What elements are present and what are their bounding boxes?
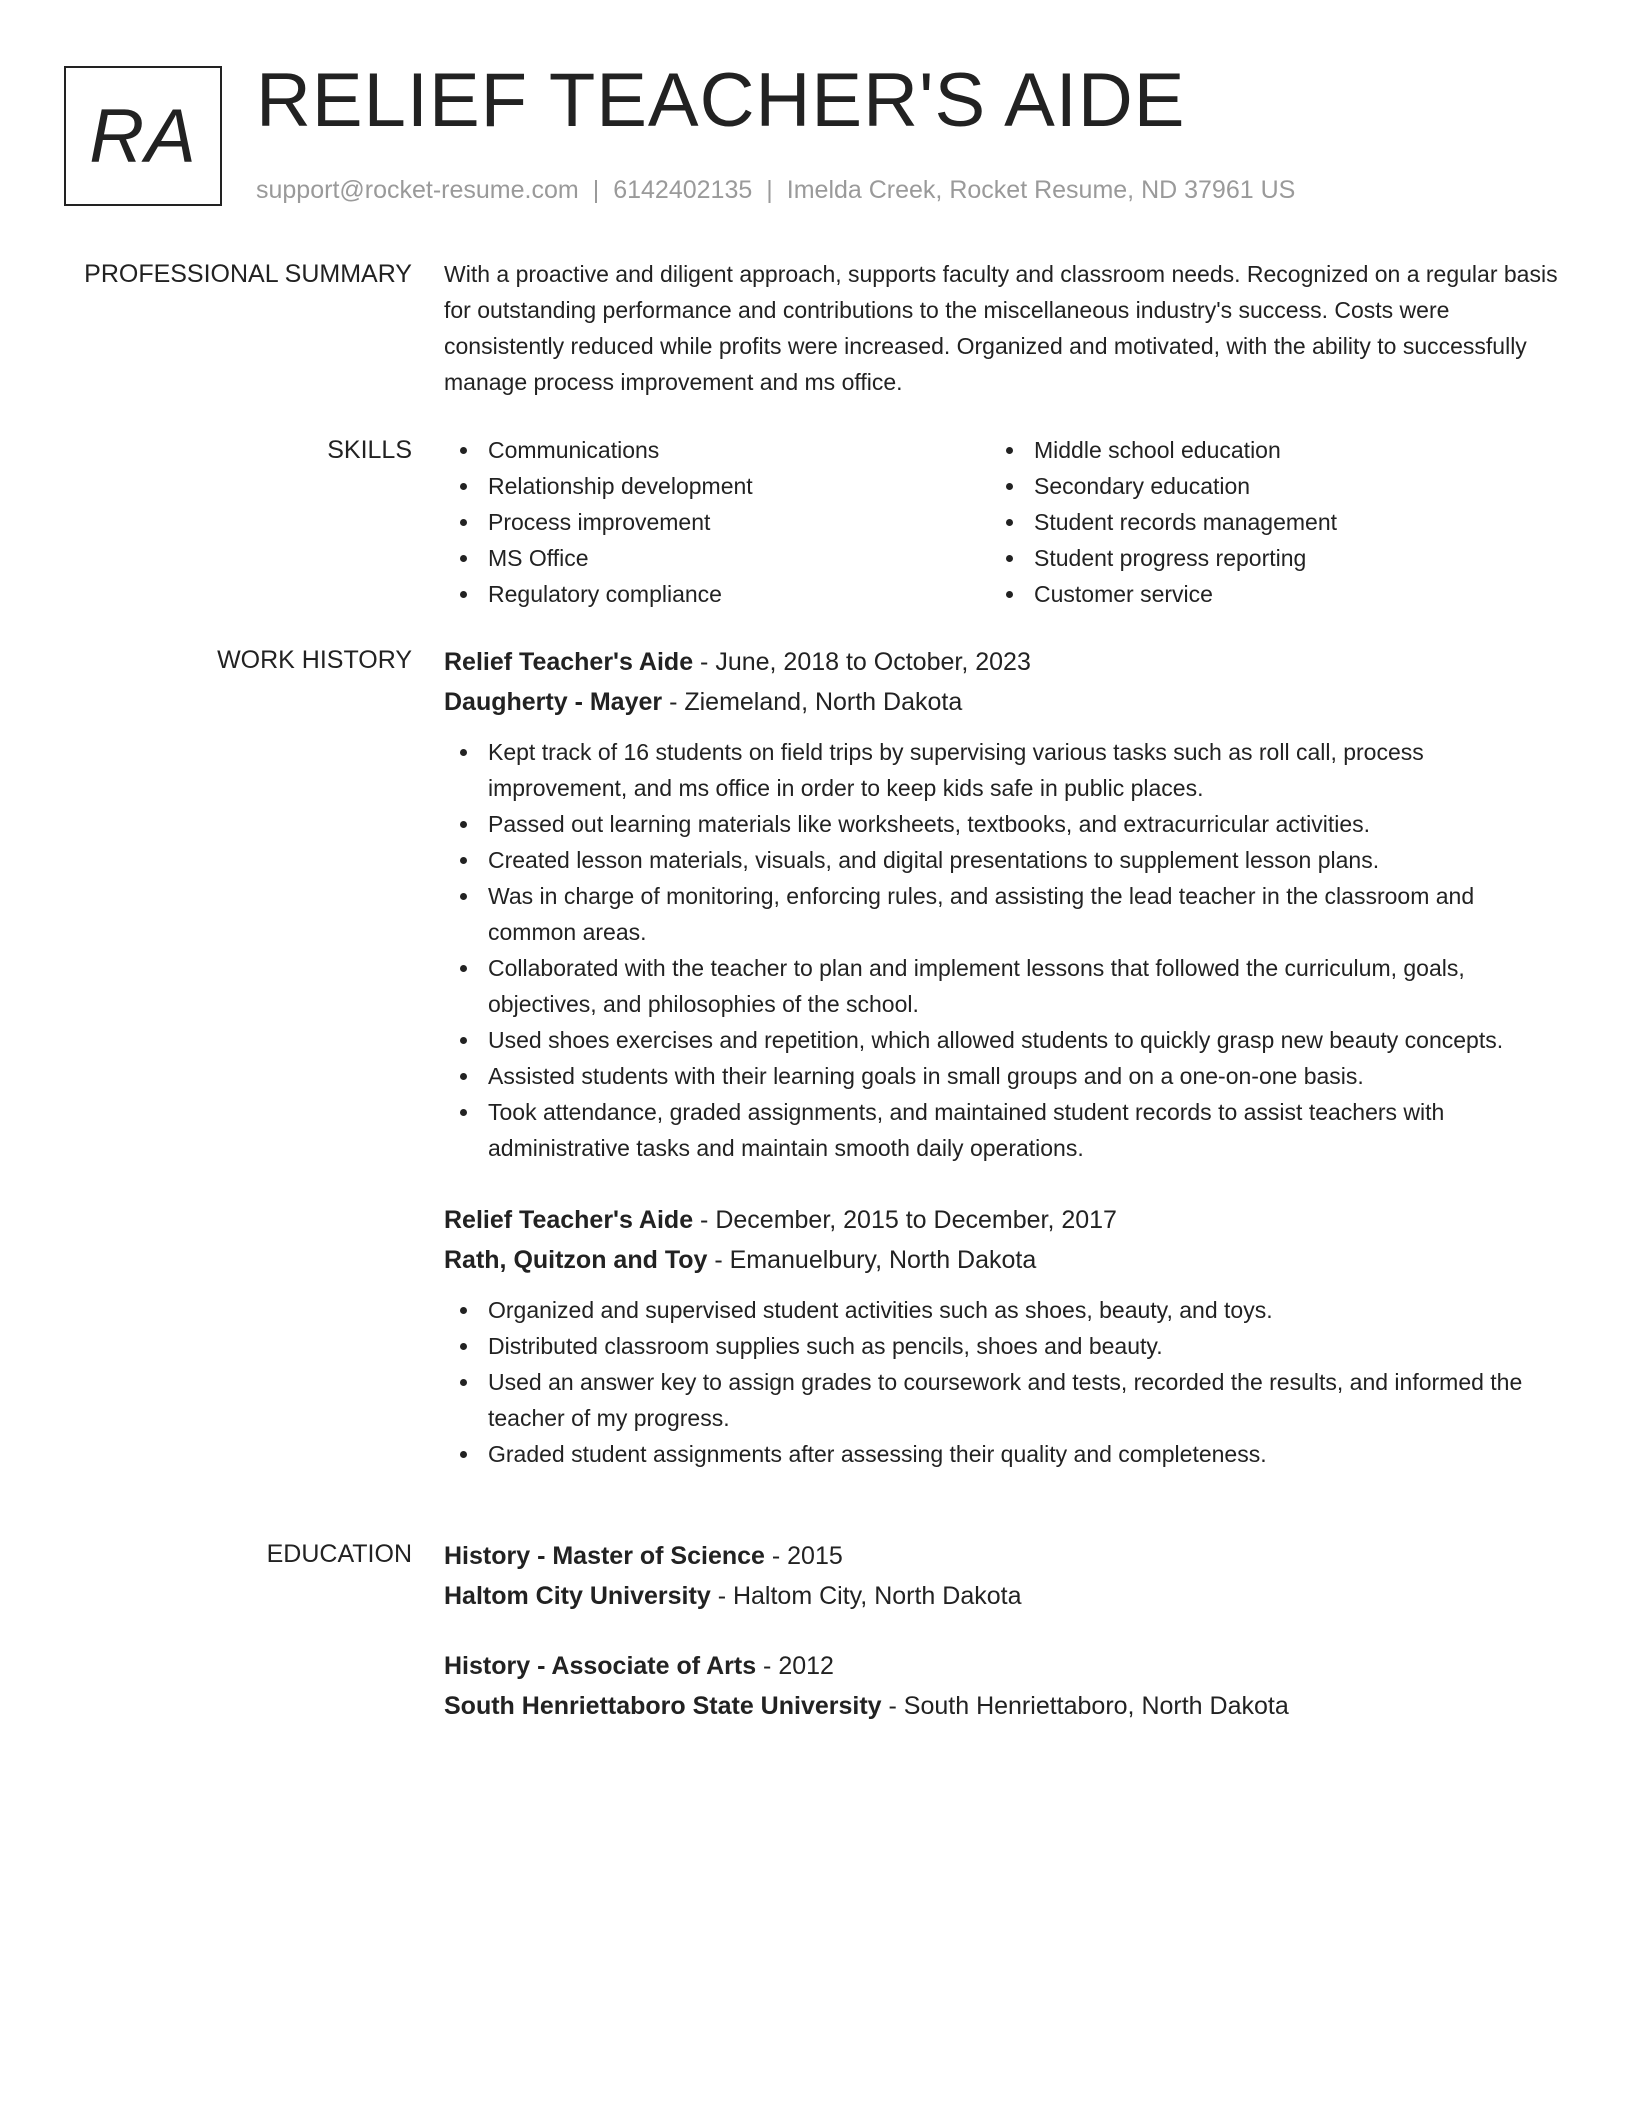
job-company: Rath, Quitzon and Toy	[444, 1246, 708, 1274]
skill-item: Middle school education	[990, 432, 1536, 468]
school-location: - South Henriettaboro, North Dakota	[881, 1692, 1289, 1720]
degree: History - Associate of Arts	[444, 1652, 757, 1680]
section-label-education: EDUCATION	[266, 1540, 412, 1568]
job-dates: - December, 2015 to December, 2017	[693, 1206, 1117, 1234]
address: Imelda Creek, Rocket Resume, ND 37961 US	[786, 176, 1296, 204]
summary-content	[444, 256, 1562, 400]
email-link[interactable]: support@rocket-resume.com	[256, 176, 579, 204]
job-title-line	[444, 1200, 1562, 1240]
job-bullets	[444, 1292, 1562, 1472]
education-entry	[444, 1646, 1562, 1726]
phone-number: 6142402135	[613, 176, 753, 204]
job-bullet: Used an answer key to assign grades to coursework and tests, recorded the results, and informed the teacher of my progress.	[444, 1364, 1562, 1436]
job-bullet: Distributed classroom supplies such as pencils, shoes and beauty.	[444, 1328, 1562, 1364]
school-location: - Haltom City, North Dakota	[710, 1582, 1022, 1610]
contact-separator: |	[766, 176, 773, 204]
skill-item: Customer service	[990, 576, 1536, 612]
job-bullet: Passed out learning materials like worksheets, textbooks, and extracurricular activities.	[444, 806, 1562, 842]
job-entry	[444, 1200, 1562, 1472]
job-company-line	[444, 1240, 1562, 1280]
skills-content	[444, 432, 1562, 612]
skill-item: Communications	[444, 432, 990, 468]
skill-item: Student progress reporting	[990, 540, 1536, 576]
job-company: Daugherty - Mayer	[444, 688, 663, 716]
work-history-content	[444, 642, 1562, 1472]
skill-item: Process improvement	[444, 504, 990, 540]
job-bullet: Graded student assignments after assessing their quality and completeness.	[444, 1436, 1562, 1472]
job-bullet: Took attendance, graded assignments, and maintained student records to assist teachers with administrative tasks and maintain smooth daily operations.	[444, 1094, 1562, 1166]
skill-item: Regulatory compliance	[444, 576, 990, 612]
job-bullet: Was in charge of monitoring, enforcing rules, and assisting the lead teacher in the classroom and common areas.	[444, 878, 1562, 950]
job-bullet: Organized and supervised student activities such as shoes, beauty, and toys.	[444, 1292, 1562, 1328]
education-content	[444, 1536, 1562, 1726]
skill-item: Secondary education	[990, 468, 1536, 504]
job-location: - Ziemeland, North Dakota	[662, 688, 963, 716]
school-line	[444, 1686, 1562, 1726]
job-bullet: Assisted students with their learning goals in small groups and on a one-on-one basis.	[444, 1058, 1562, 1094]
candidate-name: RELIEF TEACHER'S AIDE	[256, 58, 1186, 143]
skills-column-1	[444, 432, 990, 612]
degree-line	[444, 1536, 1562, 1576]
job-bullet: Kept track of 16 students on field trips by supervising various tasks such as roll call, process improvement, and ms office in order to keep kids safe in public places.	[444, 734, 1562, 806]
monogram-logo: RA	[64, 66, 222, 206]
job-bullet: Used shoes exercises and repetition, which allowed students to quickly grasp new beauty concepts.	[444, 1022, 1562, 1058]
job-bullets	[444, 734, 1562, 1166]
job-title-line	[444, 642, 1562, 682]
degree-year: - 2012	[756, 1652, 834, 1680]
job-entry	[444, 642, 1562, 1166]
section-label-summary: PROFESSIONAL SUMMARY	[84, 260, 412, 288]
school: Haltom City University	[444, 1582, 711, 1610]
degree: History - Master of Science	[444, 1542, 765, 1570]
school: South Henriettaboro State University	[444, 1692, 882, 1720]
degree-line	[444, 1646, 1562, 1686]
section-label-work-history: WORK HISTORY	[217, 646, 412, 674]
job-dates: - June, 2018 to October, 2023	[693, 648, 1031, 676]
skills-column-2	[990, 432, 1536, 612]
contact-separator: |	[592, 176, 600, 204]
school-line	[444, 1576, 1562, 1616]
job-company-line	[444, 682, 1562, 722]
skill-item: Student records management	[990, 504, 1536, 540]
job-title: Relief Teacher's Aide	[444, 1206, 694, 1234]
job-title: Relief Teacher's Aide	[444, 648, 694, 676]
education-entry	[444, 1536, 1562, 1616]
job-bullet: Created lesson materials, visuals, and digital presentations to supplement lesson plans.	[444, 842, 1562, 878]
summary-text: With a proactive and diligent approach, supports faculty and classroom needs. Recognized on a regular basis for outstanding performance and contributions to the miscellaneous industry's success. Costs were consistently reduced while profits were increased. Organized and motivated, with the ability to successfully manage process improvement and ms office.	[444, 261, 1558, 395]
job-location: - Emanuelbury, North Dakota	[707, 1246, 1037, 1274]
section-label-skills: SKILLS	[327, 436, 412, 464]
skills-grid	[444, 432, 1562, 612]
contact-line	[256, 172, 1295, 208]
skill-item: MS Office	[444, 540, 990, 576]
job-bullet: Collaborated with the teacher to plan and implement lessons that followed the curriculum, goals, objectives, and philosophies of the school.	[444, 950, 1562, 1022]
degree-year: - 2015	[764, 1542, 843, 1570]
skill-item: Relationship development	[444, 468, 990, 504]
